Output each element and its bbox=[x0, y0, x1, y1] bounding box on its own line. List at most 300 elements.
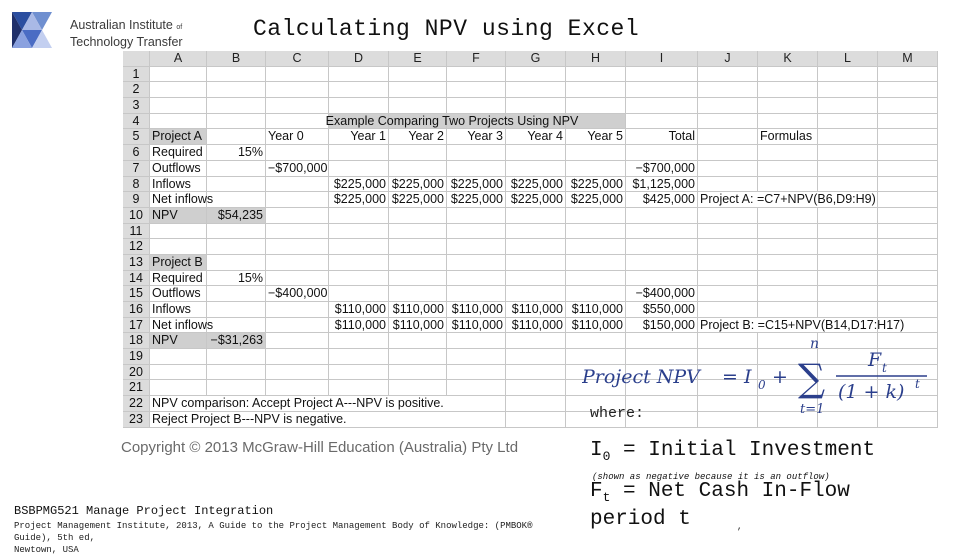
cell-a20[interactable] bbox=[150, 365, 207, 381]
row-number[interactable]: 18 bbox=[123, 333, 150, 349]
cell-e5[interactable]: Year 2 bbox=[389, 129, 447, 145]
cell-g9[interactable]: $225,000 bbox=[506, 192, 566, 208]
cell-j16[interactable] bbox=[698, 302, 758, 318]
cell-b10[interactable]: $54,235 bbox=[207, 208, 266, 224]
row-number[interactable]: 3 bbox=[123, 98, 150, 114]
row-number[interactable]: 8 bbox=[123, 177, 150, 193]
cell-c10[interactable] bbox=[266, 208, 329, 224]
cell-j4[interactable] bbox=[698, 114, 758, 130]
cell-j10[interactable] bbox=[698, 208, 758, 224]
cell-c3[interactable] bbox=[266, 98, 329, 114]
cell-i1[interactable] bbox=[626, 67, 698, 83]
cell-d17[interactable]: $110,000 bbox=[329, 318, 389, 334]
cell-c9[interactable] bbox=[266, 192, 329, 208]
cell-f3[interactable] bbox=[447, 98, 506, 114]
cell-m8[interactable] bbox=[878, 177, 938, 193]
column-header-c[interactable]: C bbox=[266, 51, 329, 67]
cell-h16[interactable]: $110,000 bbox=[566, 302, 626, 318]
cell-d3[interactable] bbox=[329, 98, 389, 114]
cell-m3[interactable] bbox=[878, 98, 938, 114]
cell-a7[interactable]: Outflows bbox=[150, 161, 207, 177]
cell-e20[interactable] bbox=[389, 365, 447, 381]
cell-a6[interactable]: Required bbox=[150, 145, 207, 161]
cell-m9[interactable] bbox=[878, 192, 938, 208]
cell-h11[interactable] bbox=[566, 224, 626, 240]
cell-f20[interactable] bbox=[447, 365, 506, 381]
cell-a2[interactable] bbox=[150, 82, 207, 98]
cell-k2[interactable] bbox=[758, 82, 818, 98]
cell-m6[interactable] bbox=[878, 145, 938, 161]
row-number[interactable]: 5 bbox=[123, 129, 150, 145]
cell-d5[interactable]: Year 1 bbox=[329, 129, 389, 145]
cell-d21[interactable] bbox=[329, 380, 389, 396]
cell-i12[interactable] bbox=[626, 239, 698, 255]
cell-g13[interactable] bbox=[506, 255, 566, 271]
cell-i17[interactable]: $150,000 bbox=[626, 318, 698, 334]
cell-b2[interactable] bbox=[207, 82, 266, 98]
formula-lhs: Project NPV bbox=[582, 366, 700, 388]
cell-d9[interactable]: $225,000 bbox=[329, 192, 389, 208]
cell-h17[interactable]: $110,000 bbox=[566, 318, 626, 334]
cell-e13[interactable] bbox=[389, 255, 447, 271]
row-number[interactable]: 2 bbox=[123, 82, 150, 98]
cell-j14[interactable] bbox=[698, 271, 758, 287]
row-number[interactable]: 19 bbox=[123, 349, 150, 365]
cell-h7[interactable] bbox=[566, 161, 626, 177]
cell-b12[interactable] bbox=[207, 239, 266, 255]
cell-g17[interactable]: $110,000 bbox=[506, 318, 566, 334]
column-header-a[interactable]: A bbox=[150, 51, 207, 67]
cell-d6[interactable] bbox=[329, 145, 389, 161]
cell-a4[interactable] bbox=[150, 114, 207, 130]
column-header-l[interactable]: L bbox=[818, 51, 878, 67]
cell-c22[interactable] bbox=[266, 396, 329, 412]
def1-sub: 0 bbox=[602, 449, 611, 465]
cell-g10[interactable] bbox=[506, 208, 566, 224]
row-number[interactable]: 21 bbox=[123, 380, 150, 396]
corner-cell[interactable] bbox=[123, 51, 150, 67]
cell-c6[interactable] bbox=[266, 145, 329, 161]
row-number[interactable]: 11 bbox=[123, 224, 150, 240]
cell-l4[interactable] bbox=[818, 114, 878, 130]
cell-m4[interactable] bbox=[878, 114, 938, 130]
cell-e12[interactable] bbox=[389, 239, 447, 255]
cell-k9[interactable] bbox=[758, 192, 818, 208]
cell-b18[interactable]: −$31,263 bbox=[207, 333, 266, 349]
cell-m14[interactable] bbox=[878, 271, 938, 287]
cell-b22[interactable] bbox=[207, 396, 266, 412]
cell-i6[interactable] bbox=[626, 145, 698, 161]
cell-a16[interactable]: Inflows bbox=[150, 302, 207, 318]
cell-d15[interactable] bbox=[329, 286, 389, 302]
cell-c8[interactable] bbox=[266, 177, 329, 193]
cell-i16[interactable]: $550,000 bbox=[626, 302, 698, 318]
cell-c16[interactable] bbox=[266, 302, 329, 318]
column-header-f[interactable]: F bbox=[447, 51, 506, 67]
cell-f5[interactable]: Year 3 bbox=[447, 129, 506, 145]
column-header-g[interactable]: G bbox=[506, 51, 566, 67]
cell-k14[interactable] bbox=[758, 271, 818, 287]
cell-g21[interactable] bbox=[506, 380, 566, 396]
cell-h6[interactable] bbox=[566, 145, 626, 161]
cell-e23[interactable] bbox=[389, 412, 447, 428]
row-number[interactable]: 20 bbox=[123, 365, 150, 381]
cell-k15[interactable] bbox=[758, 286, 818, 302]
cell-j11[interactable] bbox=[698, 224, 758, 240]
cell-l2[interactable] bbox=[818, 82, 878, 98]
cell-k6[interactable] bbox=[758, 145, 818, 161]
cell-k1[interactable] bbox=[758, 67, 818, 83]
cell-k3[interactable] bbox=[758, 98, 818, 114]
cell-k10[interactable] bbox=[758, 208, 818, 224]
cell-g11[interactable] bbox=[506, 224, 566, 240]
cell-e18[interactable] bbox=[389, 333, 447, 349]
cell-h1[interactable] bbox=[566, 67, 626, 83]
cell-j8[interactable] bbox=[698, 177, 758, 193]
column-header-h[interactable]: H bbox=[566, 51, 626, 67]
cell-i10[interactable] bbox=[626, 208, 698, 224]
row-number[interactable]: 10 bbox=[123, 208, 150, 224]
cell-h13[interactable] bbox=[566, 255, 626, 271]
cell-l16[interactable] bbox=[818, 302, 878, 318]
cell-h14[interactable] bbox=[566, 271, 626, 287]
cell-i8[interactable]: $1,125,000 bbox=[626, 177, 698, 193]
cell-e11[interactable] bbox=[389, 224, 447, 240]
cell-b11[interactable] bbox=[207, 224, 266, 240]
cell-a14[interactable]: Required bbox=[150, 271, 207, 287]
cell-l15[interactable] bbox=[818, 286, 878, 302]
cell-i2[interactable] bbox=[626, 82, 698, 98]
column-header-i[interactable]: I bbox=[626, 51, 698, 67]
cell-m7[interactable] bbox=[878, 161, 938, 177]
cell-e2[interactable] bbox=[389, 82, 447, 98]
cell-j6[interactable] bbox=[698, 145, 758, 161]
cell-g5[interactable]: Year 4 bbox=[506, 129, 566, 145]
cell-b4[interactable] bbox=[207, 114, 266, 130]
cell-k4[interactable] bbox=[758, 114, 818, 130]
cell-d8[interactable]: $225,000 bbox=[329, 177, 389, 193]
cell-c23[interactable] bbox=[266, 412, 329, 428]
cell-a19[interactable] bbox=[150, 349, 207, 365]
cell-l8[interactable] bbox=[818, 177, 878, 193]
cell-l12[interactable] bbox=[818, 239, 878, 255]
cell-a15[interactable]: Outflows bbox=[150, 286, 207, 302]
cell-a1[interactable] bbox=[150, 67, 207, 83]
cell-g3[interactable] bbox=[506, 98, 566, 114]
cell-i7[interactable]: −$700,000 bbox=[626, 161, 698, 177]
sheet-row bbox=[123, 114, 938, 130]
column-header-d[interactable]: D bbox=[329, 51, 389, 67]
cell-h9[interactable]: $225,000 bbox=[566, 192, 626, 208]
row-number[interactable]: 9 bbox=[123, 192, 150, 208]
cell-e16[interactable]: $110,000 bbox=[389, 302, 447, 318]
row-number[interactable]: 17 bbox=[123, 318, 150, 334]
cell-g19[interactable] bbox=[506, 349, 566, 365]
cell-k16[interactable] bbox=[758, 302, 818, 318]
cell-k7[interactable] bbox=[758, 161, 818, 177]
cell-f1[interactable] bbox=[447, 67, 506, 83]
cell-k5[interactable]: Formulas bbox=[758, 129, 818, 145]
cell-h15[interactable] bbox=[566, 286, 626, 302]
cell-b9[interactable] bbox=[207, 192, 266, 208]
cell-d16[interactable]: $110,000 bbox=[329, 302, 389, 318]
cell-b14[interactable]: 15% bbox=[207, 271, 266, 287]
cell-m1[interactable] bbox=[878, 67, 938, 83]
cell-f17[interactable]: $110,000 bbox=[447, 318, 506, 334]
cell-j17[interactable]: Project B: =C15+NPV(B14,D17:H17) bbox=[700, 317, 905, 332]
row-number[interactable]: 15 bbox=[123, 286, 150, 302]
cell-e19[interactable] bbox=[389, 349, 447, 365]
cell-a18[interactable]: NPV bbox=[150, 333, 207, 349]
cell-m5[interactable] bbox=[878, 129, 938, 145]
sheet-row bbox=[123, 239, 938, 255]
cell-b5[interactable] bbox=[207, 129, 266, 145]
cell-m12[interactable] bbox=[878, 239, 938, 255]
cell-g7[interactable] bbox=[506, 161, 566, 177]
cell-l3[interactable] bbox=[818, 98, 878, 114]
cell-m15[interactable] bbox=[878, 286, 938, 302]
cell-l7[interactable] bbox=[818, 161, 878, 177]
cell-m11[interactable] bbox=[878, 224, 938, 240]
cell-j2[interactable] bbox=[698, 82, 758, 98]
cell-g23[interactable] bbox=[506, 412, 566, 428]
cell-b16[interactable] bbox=[207, 302, 266, 318]
cell-i4[interactable] bbox=[626, 114, 698, 130]
cell-i9[interactable]: $425,000 bbox=[626, 192, 698, 208]
cell-g16[interactable]: $110,000 bbox=[506, 302, 566, 318]
cell-e6[interactable] bbox=[389, 145, 447, 161]
cell-f9[interactable]: $225,000 bbox=[447, 192, 506, 208]
cell-m2[interactable] bbox=[878, 82, 938, 98]
cell-g6[interactable] bbox=[506, 145, 566, 161]
cell-c5[interactable]: Year 0 bbox=[266, 129, 329, 145]
cell-h8[interactable]: $225,000 bbox=[566, 177, 626, 193]
column-header-e[interactable]: E bbox=[389, 51, 447, 67]
cell-h2[interactable] bbox=[566, 82, 626, 98]
cell-a12[interactable] bbox=[150, 239, 207, 255]
cell-d13[interactable] bbox=[329, 255, 389, 271]
cell-m13[interactable] bbox=[878, 255, 938, 271]
cell-c12[interactable] bbox=[266, 239, 329, 255]
cell-m17[interactable] bbox=[878, 318, 938, 334]
cell-g14[interactable] bbox=[506, 271, 566, 287]
cell-d4[interactable] bbox=[325, 113, 579, 130]
cell-g20[interactable] bbox=[506, 365, 566, 381]
cell-b3[interactable] bbox=[207, 98, 266, 114]
cell-d14[interactable] bbox=[329, 271, 389, 287]
cell-h10[interactable] bbox=[566, 208, 626, 224]
cell-i5[interactable]: Total bbox=[626, 129, 698, 145]
cell-i13[interactable] bbox=[626, 255, 698, 271]
row-number[interactable]: 13 bbox=[123, 255, 150, 271]
cell-d23[interactable] bbox=[329, 412, 389, 428]
cell-k8[interactable] bbox=[758, 177, 818, 193]
cell-j3[interactable] bbox=[698, 98, 758, 114]
cell-b7[interactable] bbox=[207, 161, 266, 177]
cell-g1[interactable] bbox=[506, 67, 566, 83]
cell-e1[interactable] bbox=[389, 67, 447, 83]
cell-j12[interactable] bbox=[698, 239, 758, 255]
cell-f12[interactable] bbox=[447, 239, 506, 255]
sheet-row bbox=[123, 208, 938, 224]
cell-l1[interactable] bbox=[818, 67, 878, 83]
cell-e10[interactable] bbox=[389, 208, 447, 224]
cell-f16[interactable]: $110,000 bbox=[447, 302, 506, 318]
cell-b1[interactable] bbox=[207, 67, 266, 83]
cell-c13[interactable] bbox=[266, 255, 329, 271]
cell-l5[interactable] bbox=[818, 129, 878, 145]
row-number[interactable]: 6 bbox=[123, 145, 150, 161]
cell-b17[interactable] bbox=[207, 318, 266, 334]
row-number[interactable]: 23 bbox=[123, 412, 150, 428]
cell-f15[interactable] bbox=[447, 286, 506, 302]
cell-a22[interactable]: NPV comparison: Accept Project A---NPV is positive. bbox=[152, 396, 444, 411]
cell-b23[interactable] bbox=[207, 412, 266, 428]
cell-d1[interactable] bbox=[329, 67, 389, 83]
cell-f14[interactable] bbox=[447, 271, 506, 287]
cell-f18[interactable] bbox=[447, 333, 506, 349]
cell-b6[interactable]: 15% bbox=[207, 145, 266, 161]
cell-c15[interactable]: −$400,000 bbox=[268, 286, 328, 301]
cell-c2[interactable] bbox=[266, 82, 329, 98]
cell-d12[interactable] bbox=[329, 239, 389, 255]
cell-f11[interactable] bbox=[447, 224, 506, 240]
cell-d11[interactable] bbox=[329, 224, 389, 240]
cell-f8[interactable]: $225,000 bbox=[447, 177, 506, 193]
cell-a10[interactable]: NPV bbox=[150, 208, 207, 224]
cell-l14[interactable] bbox=[818, 271, 878, 287]
cell-e14[interactable] bbox=[389, 271, 447, 287]
cell-c18[interactable] bbox=[266, 333, 329, 349]
cell-k13[interactable] bbox=[758, 255, 818, 271]
column-header-j[interactable]: J bbox=[698, 51, 758, 67]
cell-i15[interactable]: −$400,000 bbox=[626, 286, 698, 302]
cell-c7[interactable]: −$700,000 bbox=[268, 160, 328, 175]
cell-a23[interactable]: Reject Project B---NPV is negative. bbox=[152, 411, 347, 426]
cell-a21[interactable] bbox=[150, 380, 207, 396]
cell-i11[interactable] bbox=[626, 224, 698, 240]
cell-k11[interactable] bbox=[758, 224, 818, 240]
column-header-b[interactable]: B bbox=[207, 51, 266, 67]
cell-c1[interactable] bbox=[266, 67, 329, 83]
cell-b19[interactable] bbox=[207, 349, 266, 365]
cell-e17[interactable]: $110,000 bbox=[389, 318, 447, 334]
row-number[interactable]: 12 bbox=[123, 239, 150, 255]
cell-c17[interactable] bbox=[266, 318, 329, 334]
cell-g2[interactable] bbox=[506, 82, 566, 98]
cell-d2[interactable] bbox=[329, 82, 389, 98]
cell-d10[interactable] bbox=[329, 208, 389, 224]
cell-a17[interactable]: Net inflows bbox=[152, 317, 214, 332]
cell-k12[interactable] bbox=[758, 239, 818, 255]
cell-c14[interactable] bbox=[266, 271, 329, 287]
cell-a5[interactable]: Project A bbox=[150, 129, 207, 145]
cell-f10[interactable] bbox=[447, 208, 506, 224]
row-number[interactable]: 16 bbox=[123, 302, 150, 318]
cell-b15[interactable] bbox=[207, 286, 266, 302]
cell-h12[interactable] bbox=[566, 239, 626, 255]
cell-k17[interactable] bbox=[758, 318, 818, 334]
cell-f22[interactable] bbox=[447, 396, 506, 412]
cell-l6[interactable] bbox=[818, 145, 878, 161]
cell-l9[interactable] bbox=[818, 192, 878, 208]
cell-l10[interactable] bbox=[818, 208, 878, 224]
cell-a13[interactable]: Project B bbox=[150, 255, 207, 271]
cell-g8[interactable]: $225,000 bbox=[506, 177, 566, 193]
cell-l13[interactable] bbox=[818, 255, 878, 271]
cell-j9[interactable]: Project A: =C7+NPV(B6,D9:H9) bbox=[700, 192, 876, 207]
cell-f2[interactable] bbox=[447, 82, 506, 98]
cell-j15[interactable] bbox=[698, 286, 758, 302]
cell-j13[interactable] bbox=[698, 255, 758, 271]
cell-m16[interactable] bbox=[878, 302, 938, 318]
cell-h5[interactable]: Year 5 bbox=[566, 129, 626, 145]
cell-d20[interactable] bbox=[329, 365, 389, 381]
cell-d19[interactable] bbox=[329, 349, 389, 365]
row-number[interactable]: 14 bbox=[123, 271, 150, 287]
row-number[interactable]: 22 bbox=[123, 396, 150, 412]
column-header-k[interactable]: K bbox=[758, 51, 818, 67]
cell-f13[interactable] bbox=[447, 255, 506, 271]
cell-b21[interactable] bbox=[207, 380, 266, 396]
cell-i3[interactable] bbox=[626, 98, 698, 114]
cell-c20[interactable] bbox=[266, 365, 329, 381]
row-number[interactable]: 1 bbox=[123, 67, 150, 83]
cell-e22[interactable] bbox=[389, 396, 447, 412]
cell-j1[interactable] bbox=[698, 67, 758, 83]
cell-a3[interactable] bbox=[150, 98, 207, 114]
cell-g22[interactable] bbox=[506, 396, 566, 412]
cell-b13[interactable] bbox=[207, 255, 266, 271]
cell-a11[interactable] bbox=[150, 224, 207, 240]
cell-f23[interactable] bbox=[447, 412, 506, 428]
cell-b8[interactable] bbox=[207, 177, 266, 193]
cell-g12[interactable] bbox=[506, 239, 566, 255]
cell-l11[interactable] bbox=[818, 224, 878, 240]
cell-g18[interactable] bbox=[506, 333, 566, 349]
cell-e7[interactable] bbox=[389, 161, 447, 177]
cell-f19[interactable] bbox=[447, 349, 506, 365]
cell-h3[interactable] bbox=[566, 98, 626, 114]
cell-e8[interactable]: $225,000 bbox=[389, 177, 447, 193]
cell-e15[interactable] bbox=[389, 286, 447, 302]
cell-a9[interactable]: Net inflows bbox=[152, 192, 214, 207]
cell-a8[interactable]: Inflows bbox=[150, 177, 207, 193]
cell-d7[interactable] bbox=[329, 161, 389, 177]
cell-i14[interactable] bbox=[626, 271, 698, 287]
cell-d22[interactable] bbox=[329, 396, 389, 412]
cell-d18[interactable] bbox=[329, 333, 389, 349]
cell-c19[interactable] bbox=[266, 349, 329, 365]
cell-j7[interactable] bbox=[698, 161, 758, 177]
cell-b20[interactable] bbox=[207, 365, 266, 381]
cell-m10[interactable] bbox=[878, 208, 938, 224]
cell-j5[interactable] bbox=[698, 129, 758, 145]
cell-l17[interactable] bbox=[818, 318, 878, 334]
cell-e3[interactable] bbox=[389, 98, 447, 114]
cell-f21[interactable] bbox=[447, 380, 506, 396]
cell-f7[interactable] bbox=[447, 161, 506, 177]
cell-f6[interactable] bbox=[447, 145, 506, 161]
cell-c11[interactable] bbox=[266, 224, 329, 240]
cell-e21[interactable] bbox=[389, 380, 447, 396]
row-number[interactable]: 7 bbox=[123, 161, 150, 177]
column-header-m[interactable]: M bbox=[878, 51, 938, 67]
row-number[interactable]: 4 bbox=[123, 114, 150, 130]
cell-c21[interactable] bbox=[266, 380, 329, 396]
cell-g15[interactable] bbox=[506, 286, 566, 302]
cell-e9[interactable]: $225,000 bbox=[389, 192, 447, 208]
